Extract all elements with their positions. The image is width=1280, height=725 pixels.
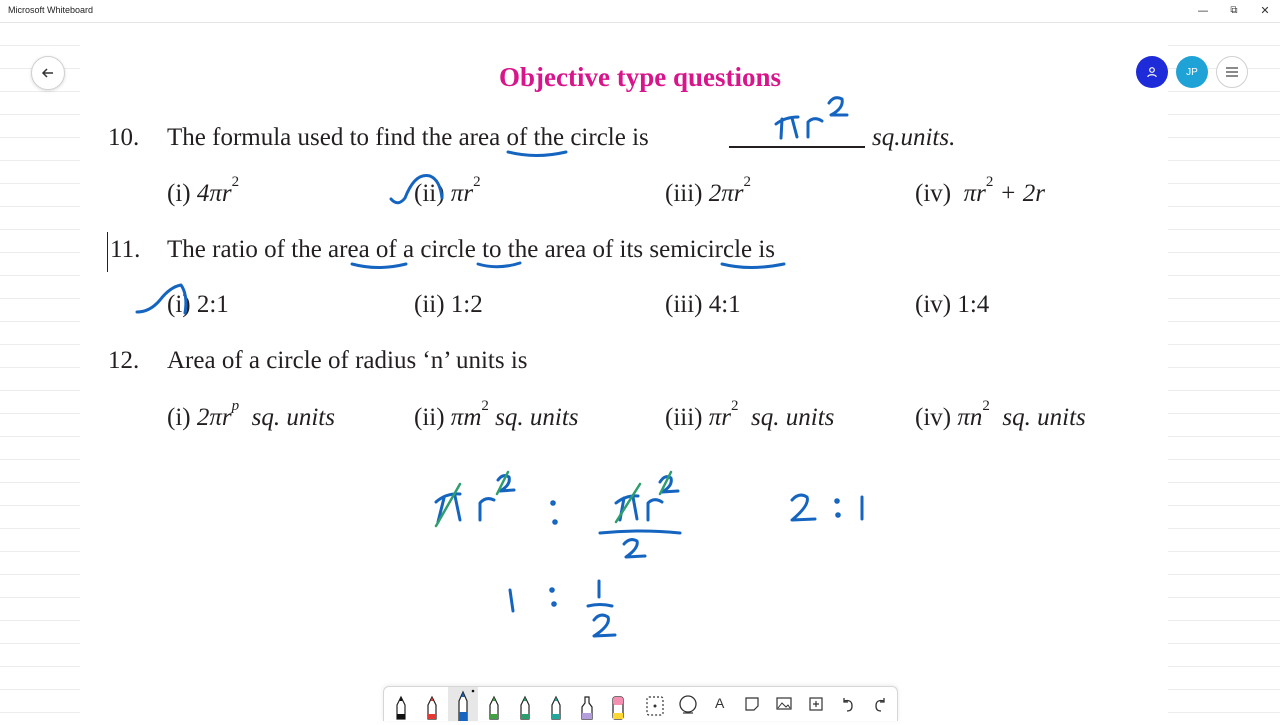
q12-option-1-unit: sq. units <box>251 404 335 431</box>
tool-pen-black[interactable] <box>386 687 416 721</box>
app-title: Microsoft Whiteboard <box>8 5 94 15</box>
q10-unit: sq.units. <box>872 124 956 151</box>
tool-pen-teal[interactable] <box>541 687 571 721</box>
q10-option-4-value: πr <box>963 180 986 207</box>
undo-icon <box>833 687 863 721</box>
tool-sticky-note[interactable] <box>737 687 767 721</box>
q10-option-4 <box>915 174 1045 208</box>
pen-green-icon <box>479 687 509 721</box>
q10-number: 10. <box>108 124 140 151</box>
minimize-button[interactable]: — <box>1197 4 1209 17</box>
q12-option-1 <box>167 398 335 432</box>
tool-undo[interactable] <box>833 687 863 721</box>
q12-option-3-value: πr <box>708 404 732 431</box>
q10-text: The formula used to find the area of the circle is <box>167 124 649 151</box>
q10-option-1-value: 4πr <box>196 180 232 207</box>
q11-number: 11. <box>110 236 141 263</box>
q12-option-2 <box>414 398 579 432</box>
tool-pen-red[interactable] <box>417 687 447 721</box>
answer-blank <box>729 146 865 148</box>
q12-option-4-exp: 2 <box>982 398 990 414</box>
q12-option-2-value: πm <box>450 404 482 431</box>
pen-blue-icon <box>448 687 478 721</box>
q10-option-4-exp: 2 <box>985 174 994 190</box>
q12-option-2-unit: sq. units <box>495 404 579 431</box>
redo-icon <box>865 687 895 721</box>
text-tool-icon: A <box>715 695 725 711</box>
q10-option-1-exp: 2 <box>231 174 240 190</box>
q10-option-4-tail: + 2r <box>999 180 1045 207</box>
inking-toolbar <box>383 686 898 721</box>
q10-option-2 <box>414 174 481 208</box>
q12-option-4-value: πn <box>957 404 983 431</box>
q12-option-4-unit: sq. units <box>1002 404 1086 431</box>
pen-black-icon <box>386 687 416 721</box>
tool-image[interactable] <box>769 687 799 721</box>
page-heading: Objective type questions <box>499 62 781 92</box>
pen-green-2-icon <box>510 687 540 721</box>
lasso-select-icon <box>641 687 671 721</box>
tool-pen-green-2[interactable] <box>510 687 540 721</box>
q12-option-3-label: (iii) <box>665 404 703 431</box>
highlighter-icon <box>572 687 602 721</box>
q10-option-3-label: (iii) <box>665 180 703 207</box>
tool-text[interactable] <box>705 687 735 721</box>
q10-option-2-exp: 2 <box>473 174 481 190</box>
tool-lasso-select[interactable] <box>641 687 671 721</box>
q10-option-4-label: (iv) <box>915 180 952 207</box>
close-button[interactable]: ✕ <box>1260 4 1270 17</box>
q12-option-4-label: (iv) <box>915 404 952 431</box>
q12-text: Area of a circle of radius ‘n’ units is <box>167 347 528 374</box>
image-icon <box>769 687 799 721</box>
tool-redo[interactable] <box>865 687 895 721</box>
q12-option-2-label: (ii) <box>414 404 445 431</box>
q11-option-3: (iii) 4:1 <box>665 291 741 318</box>
q12-option-3-exp: 2 <box>731 398 739 414</box>
q10-option-1 <box>167 174 240 208</box>
q10-option-3 <box>665 174 752 208</box>
restore-button[interactable]: ⧉ <box>1230 5 1238 16</box>
q10-option-2-value: πr <box>450 180 474 207</box>
q12-option-1-value: 2πr <box>196 404 232 431</box>
eraser-icon <box>603 687 633 721</box>
tool-pen-blue[interactable] <box>448 687 478 721</box>
q10-option-2-label: (ii) <box>414 180 445 207</box>
tool-highlighter[interactable] <box>572 687 602 721</box>
q12-option-2-exp: 2 <box>481 398 489 414</box>
tool-add[interactable] <box>801 687 831 721</box>
tool-eraser[interactable] <box>603 687 633 721</box>
q12-option-1-label: (i) <box>167 404 191 431</box>
q12-option-3-unit: sq. units <box>751 404 835 431</box>
q12-option-3 <box>665 398 835 432</box>
tool-ruler[interactable] <box>673 687 703 721</box>
q11-option-4: (iv) 1:4 <box>915 291 990 318</box>
q12-number: 12. <box>108 347 140 374</box>
text-cursor <box>107 232 108 272</box>
sticky-note-icon <box>737 687 767 721</box>
q10-option-3-value: 2πr <box>708 180 744 207</box>
q11-option-2: (ii) 1:2 <box>414 291 483 318</box>
add-icon <box>801 687 831 721</box>
q10-option-1-label: (i) <box>167 180 191 207</box>
title-bar <box>0 0 1280 23</box>
avatar-initials: JP <box>1186 66 1198 78</box>
q12-option-4 <box>915 398 1086 432</box>
q11-text: The ratio of the area of a circle to the area of its semicircle is <box>167 236 776 263</box>
q11-option-1: (i) 2:1 <box>167 291 229 318</box>
ruler-icon <box>673 687 703 721</box>
pen-teal-icon <box>541 687 571 721</box>
q10-option-3-exp: 2 <box>743 174 752 190</box>
q12-option-1-exp: p <box>231 398 240 414</box>
tool-pen-green[interactable] <box>479 687 509 721</box>
pen-red-icon <box>417 687 447 721</box>
